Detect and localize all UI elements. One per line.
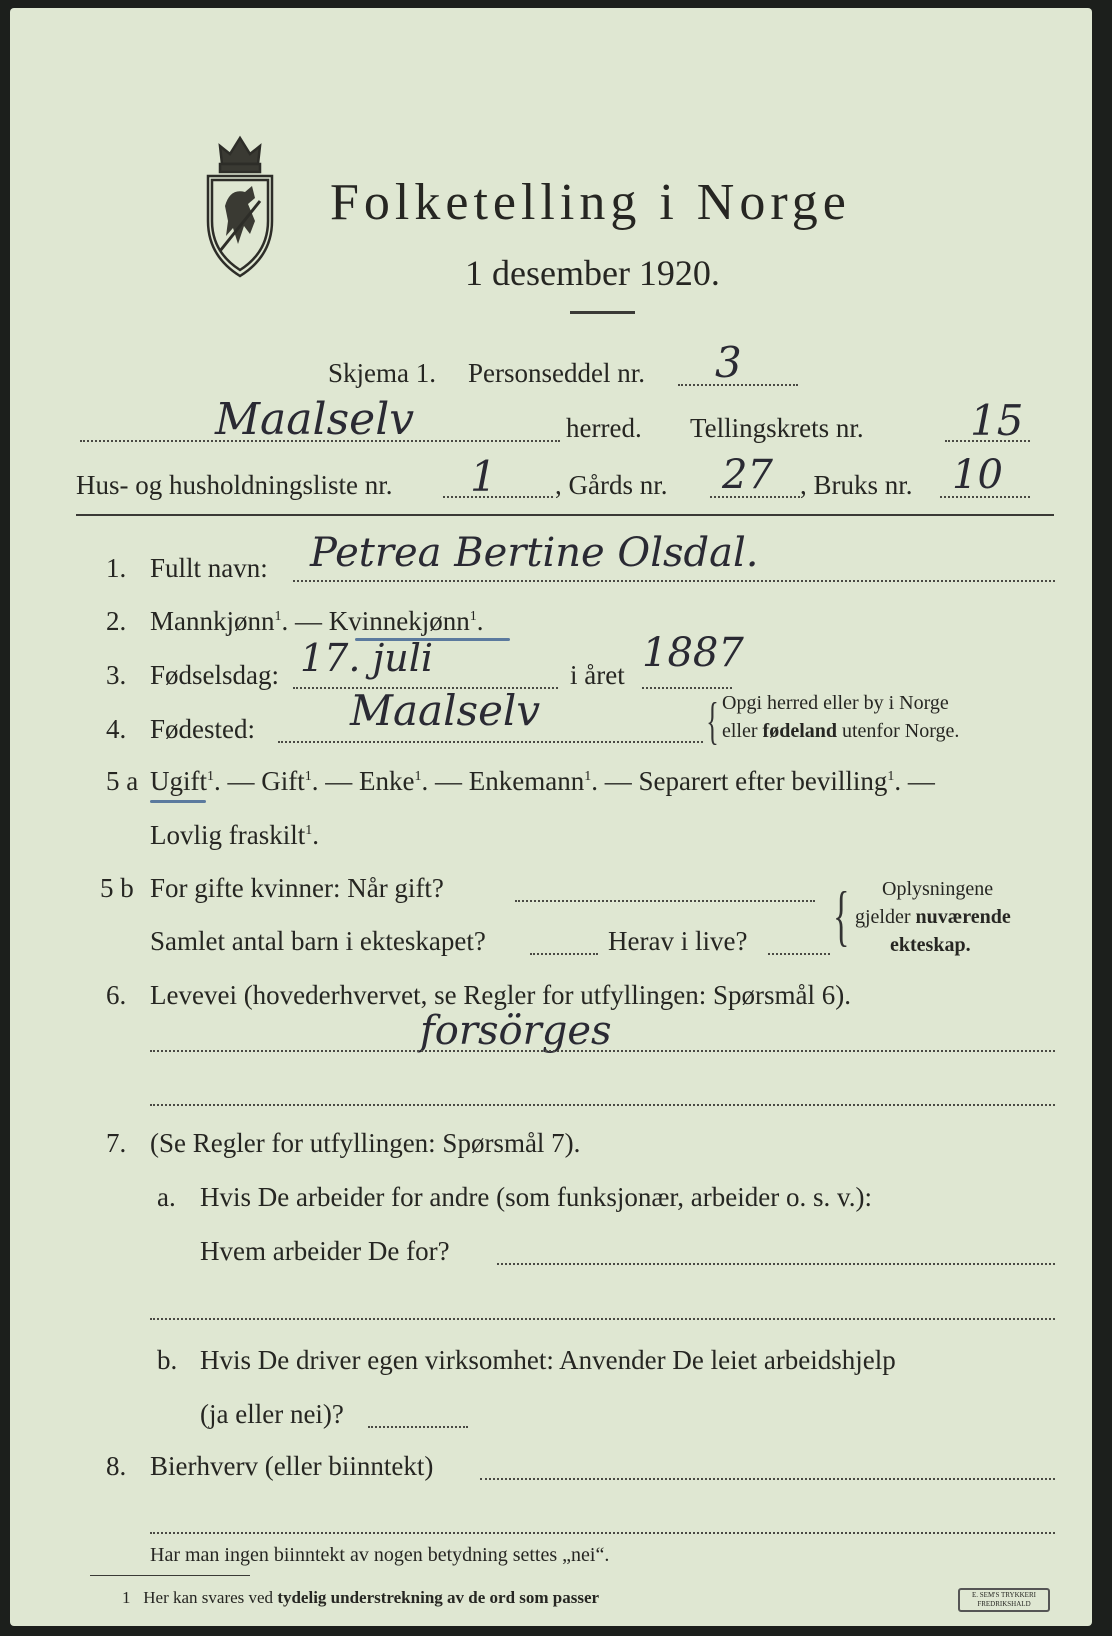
q2-number: 2. <box>106 606 127 636</box>
q4-note-line1: Opgi herred eller by i Norge <box>722 692 949 714</box>
ugift-selection-mark <box>150 800 206 803</box>
q7a-field-line-1 <box>497 1263 1055 1265</box>
q3-label: Fødselsdag: <box>150 660 280 690</box>
q8-number: 8. <box>106 1451 127 1481</box>
form-date: 1 desember 1920. <box>465 253 720 293</box>
gards-label: , Gårds nr. <box>555 470 668 500</box>
gards-value[interactable]: 27 <box>722 452 773 498</box>
husliste-value[interactable]: 1 <box>470 452 497 501</box>
tellingskrets-value[interactable]: 15 <box>970 396 1024 445</box>
gift-option[interactable]: . — Gift <box>214 766 305 796</box>
q7b-question: (ja eller nei)? <box>200 1399 344 1429</box>
birthplace-value[interactable]: Maalselv <box>350 686 541 735</box>
q5b-note-line2: gjelder nuværende <box>855 906 1011 928</box>
q5b-note-line3: ekteskap. <box>890 934 971 956</box>
tellingskrets-label: Tellingskrets nr. <box>690 413 864 443</box>
birth-year-value[interactable]: 1887 <box>642 630 744 676</box>
male-option[interactable]: Mannkjønn <box>150 606 275 636</box>
q7-label: (Se Regler for utfyllingen: Spørsmål 7). <box>150 1128 581 1158</box>
q5b-alive-field-line <box>768 953 830 955</box>
full-name-value[interactable]: Petrea Bertine Olsdal. <box>310 530 759 576</box>
q8-field-line-2 <box>150 1532 1055 1534</box>
separert-option[interactable]: . — Separert efter bevilling <box>591 766 888 796</box>
form-title: Folketelling i Norge <box>330 174 851 231</box>
q5b-children-field-line <box>530 953 598 955</box>
q5a-number: 5 a <box>106 766 139 796</box>
q1-field-line <box>293 580 1055 582</box>
husliste-label: Hus- og husholdningsliste nr. <box>76 470 393 500</box>
husliste-field-line <box>443 496 553 498</box>
footnote-text: 1 Her kan svares ved tydelig understrekning av de ord som passer <box>122 1588 600 1607</box>
q2-text: Mannkjønn$^1$. — Kvinnekjønn$^1$. <box>150 606 484 636</box>
q6-number: 6. <box>106 980 127 1010</box>
q7b-text: Hvis De driver egen virksomhet: Anvender De leiet arbeidshjelp <box>200 1345 896 1375</box>
q5b-note-brace: { <box>833 877 850 953</box>
q5b-number: 5 b <box>100 873 134 903</box>
q5b-alive-label: Herav i live? <box>608 926 748 956</box>
q8-label: Bierhverv (eller biinntekt) <box>150 1451 434 1481</box>
occupation-value[interactable]: forsörges <box>420 1008 612 1054</box>
q4-label: Fødested: <box>150 714 255 744</box>
bruks-label: , Bruks nr. <box>800 470 913 500</box>
q7a-text: Hvis De arbeider for andre (som funksjonær, arbeider o. s. v.): <box>200 1182 872 1212</box>
header-divider <box>76 514 1054 516</box>
herred-label: herred. <box>566 413 642 443</box>
q6-field-line-1 <box>150 1050 1055 1052</box>
personseddel-value[interactable]: 3 <box>715 338 742 387</box>
q5b-married-field-line <box>515 900 815 902</box>
title-divider <box>570 311 635 314</box>
q6-label: Levevei (hovederhvervet, se Regler for utfyllingen: Spørsmål 6). <box>150 980 852 1010</box>
q7a-letter: a. <box>157 1182 176 1212</box>
fraskilt-option[interactable]: Lovlig fraskilt$^1$. <box>150 820 319 850</box>
enke-option[interactable]: . — Enke <box>311 766 415 796</box>
q5b-note-line1: Oplysningene <box>882 878 994 900</box>
census-form-sheet <box>10 8 1092 1626</box>
q5b-children-label: Samlet antal barn i ekteskapet? <box>150 926 486 956</box>
birthday-value[interactable]: 17. juli <box>300 636 434 680</box>
q7-number: 7. <box>106 1128 127 1158</box>
footer-note: Har man ingen biinntekt av nogen betydning settes „nei“. <box>150 1544 610 1566</box>
q4-note-brace: { <box>706 693 719 750</box>
ugift-option[interactable]: Ugift <box>150 766 207 796</box>
q4-note-line2: eller fødeland utenfor Norge. <box>722 720 960 742</box>
printer-stamp-text: E. SEM'S TRYKKERI FREDRIKSHALD <box>972 1591 1036 1608</box>
skjema-label: Skjema 1. <box>328 358 436 388</box>
q1-number: 1. <box>106 553 127 583</box>
female-option[interactable]: Kvinnekjønn <box>328 606 470 636</box>
footnote-divider <box>90 1575 250 1576</box>
bruks-value[interactable]: 10 <box>952 452 1003 498</box>
q7b-field-line <box>368 1426 468 1428</box>
q8-field-line-1 <box>480 1478 1055 1480</box>
q3-number: 3. <box>106 660 127 690</box>
q5b-label: For gifte kvinner: Når gift? <box>150 873 444 903</box>
q3-year-field-line <box>642 687 732 689</box>
q7a-field-line-2 <box>150 1318 1055 1320</box>
q6-field-line-2 <box>150 1104 1055 1106</box>
q7b-letter: b. <box>157 1345 178 1375</box>
q3-year-label: i året <box>570 660 625 690</box>
q1-label: Fullt navn: <box>150 553 268 583</box>
personseddel-label: Personseddel nr. <box>468 358 645 388</box>
enkemann-option[interactable]: . — Enkemann <box>421 766 585 796</box>
q5a-options: Ugift$^1$. — Gift$^1$. — Enke$^1$. — Enkemann$^1$. — Separert efter bevilling$^1$. — <box>150 766 935 796</box>
herred-value[interactable]: Maalselv <box>215 394 415 445</box>
q4-field-line <box>278 741 703 743</box>
norwegian-lion-crest-icon <box>200 126 280 281</box>
printer-stamp <box>958 1588 1050 1612</box>
q4-number: 4. <box>106 714 127 744</box>
q7a-question: Hvem arbeider De for? <box>200 1236 450 1266</box>
